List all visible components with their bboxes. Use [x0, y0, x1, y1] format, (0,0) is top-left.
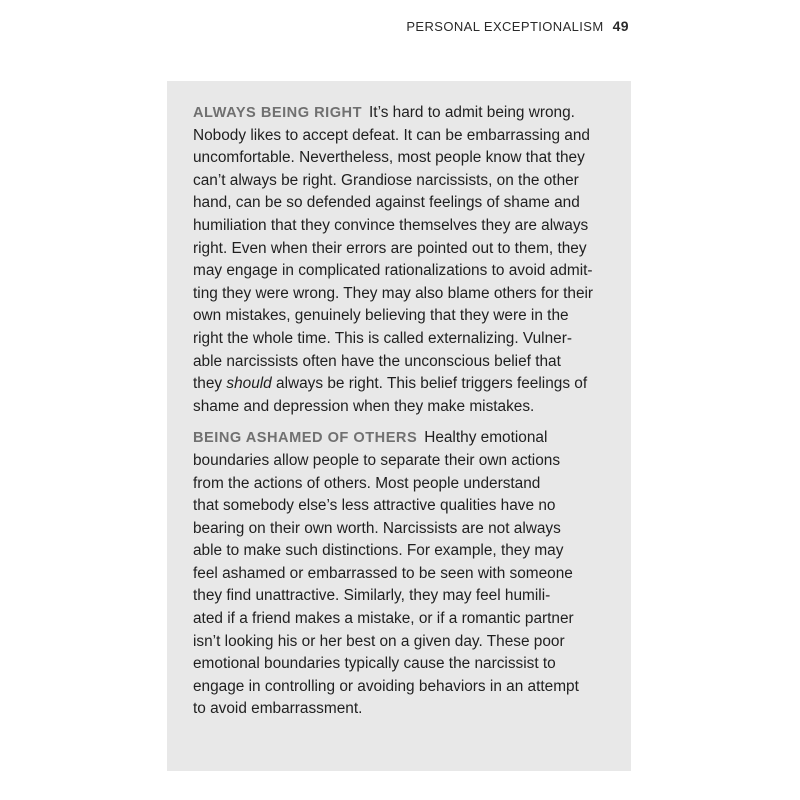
text-line [193, 373, 611, 396]
sidebar-box [167, 81, 631, 771]
text-line: can’t always be right. Grandiose narcissists, on the other [193, 171, 579, 189]
text-line: engage in controlling or avoiding behaviors in an attempt [193, 677, 579, 695]
text-line: uncomfortable. Nevertheless, most people know that they [193, 149, 585, 167]
text-line [193, 427, 611, 450]
text-line: shame and depression when they make mistakes. [193, 397, 535, 415]
section-being-ashamed-of-others [193, 427, 611, 721]
text-fragment: always be right. This belief triggers feelings of [276, 375, 588, 393]
text-line: emotional boundaries typically cause the narcissist to [193, 655, 556, 673]
text-line: from the actions of others. Most people understand [193, 474, 541, 492]
text-line: able narcissists often have the unconscious belief that [193, 352, 561, 370]
text-line: they find unattractive. Similarly, they may feel humili- [193, 587, 551, 605]
text-fragment: they [193, 375, 223, 393]
section-heading: BEING ASHAMED OF OTHERS [193, 430, 418, 447]
text-line: ated if a friend makes a mistake, or if a romantic partner [193, 610, 574, 628]
italic-emphasis: should [226, 375, 272, 393]
text-line: right the whole time. This is called externalizing. Vulner- [193, 329, 572, 347]
text-line: hand, can be so defended against feelings of shame and [193, 194, 580, 212]
text-line: ting they were wrong. They may also blame others for their [193, 284, 594, 302]
text-line: may engage in complicated rationalizations to avoid admit- [193, 262, 593, 280]
running-title: PERSONAL EXCEPTIONALISM [406, 19, 604, 34]
text-line: isn’t looking his or her best on a given day. These poor [193, 632, 565, 650]
text-line [193, 102, 611, 125]
page-number: 49 [612, 18, 629, 34]
text-line: humiliation that they convince themselves they are always [193, 216, 589, 234]
text-line: feel ashamed or embarrassed to be seen with someone [193, 564, 573, 582]
section-heading: ALWAYS BEING RIGHT [193, 105, 363, 121]
text-line: that somebody else’s less attractive qualities have no [193, 497, 556, 515]
text-line: own mistakes, genuinely believing that they were in the [193, 307, 569, 325]
text-line: to avoid embarrassment. [193, 700, 363, 718]
text-line-content: It’s hard to admit being wrong. [369, 104, 575, 121]
section-always-being-right [193, 102, 611, 418]
text-line-content: Healthy emotional [424, 429, 548, 447]
text-line: able to make such distinctions. For example, they may [193, 542, 564, 560]
text-line: bearing on their own worth. Narcissists are not always [193, 519, 561, 537]
text-line: boundaries allow people to separate their own actions [193, 451, 561, 469]
text-line: right. Even when their errors are pointed out to them, they [193, 239, 587, 257]
text-line: Nobody likes to accept defeat. It can be embarrassing and [193, 126, 590, 144]
running-header [406, 18, 629, 34]
